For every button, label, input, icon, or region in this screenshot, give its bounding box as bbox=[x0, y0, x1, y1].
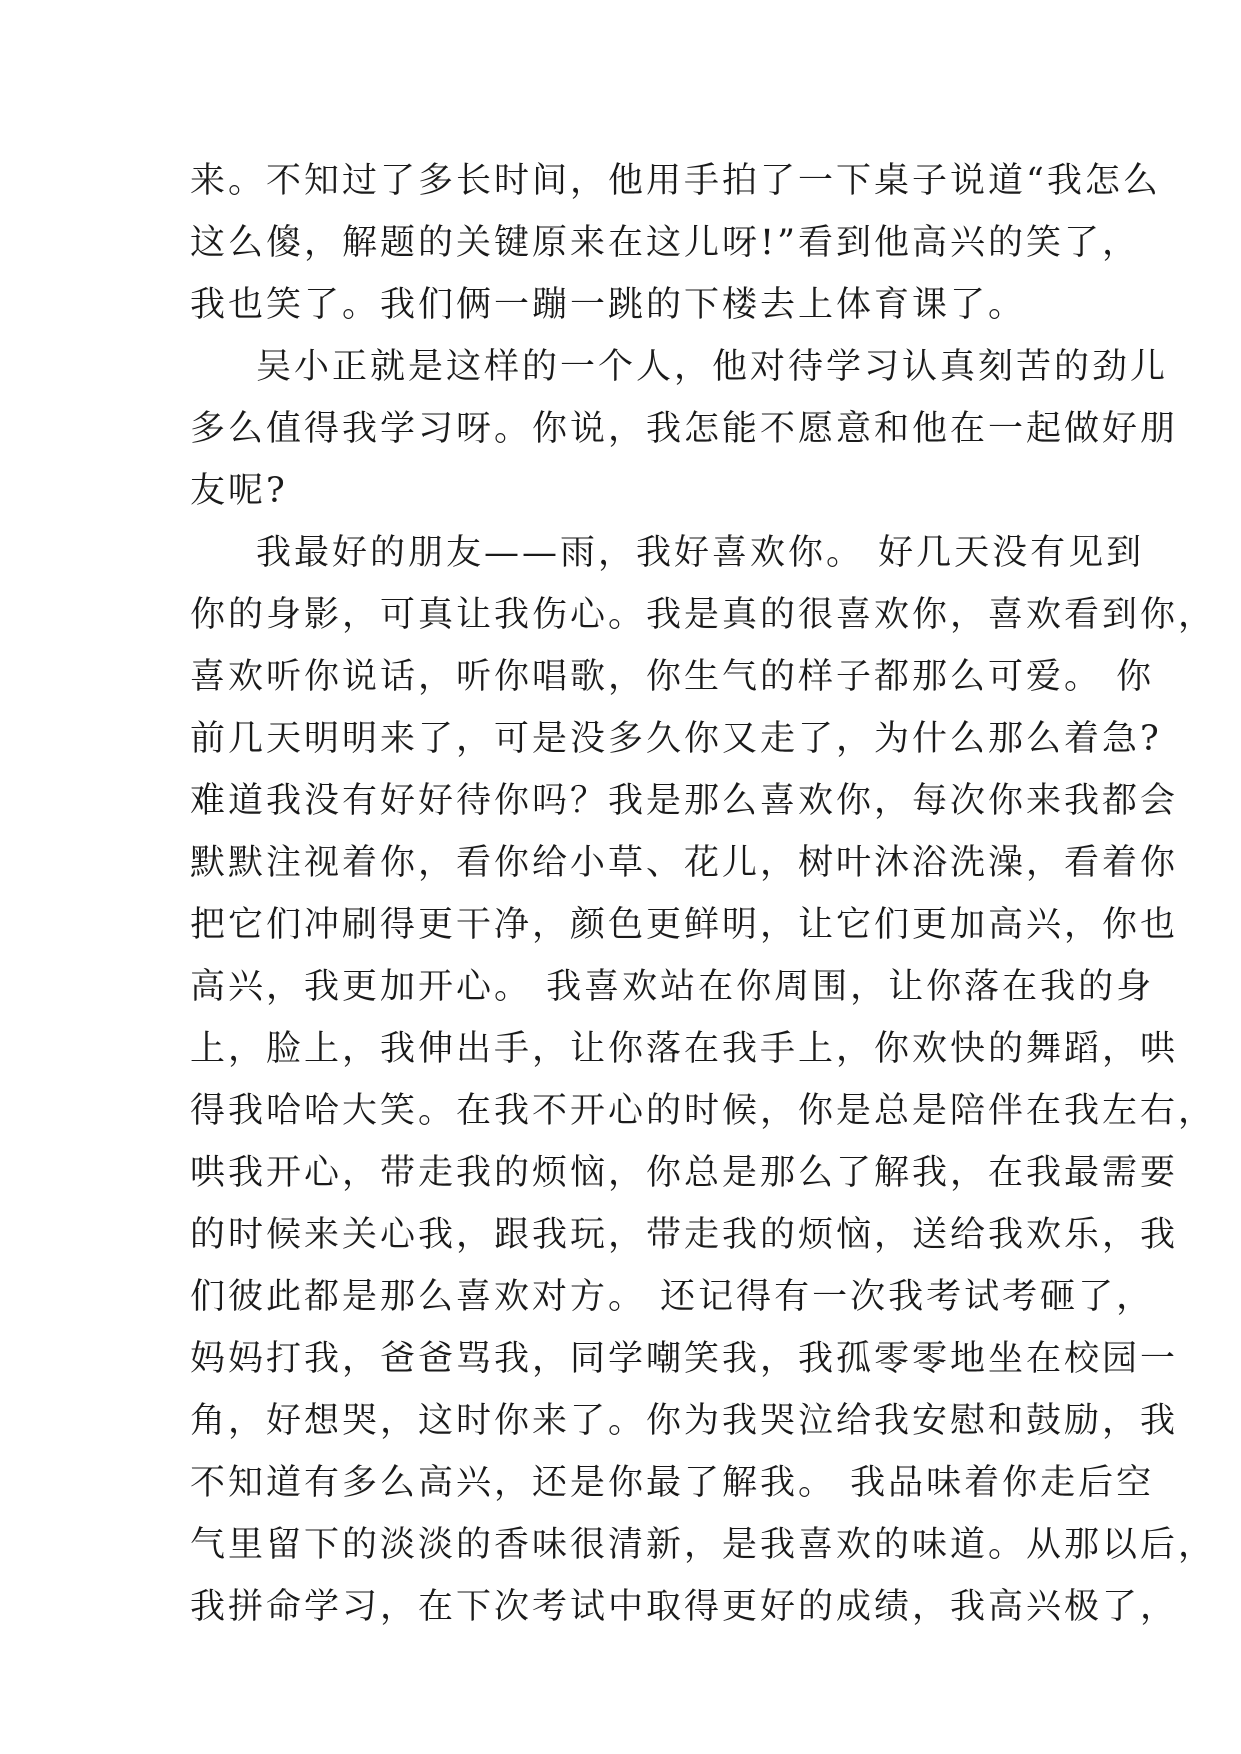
document-page bbox=[190, 150, 1217, 1638]
text-line-15: 上，脸上，我伸出手，让你落在我手上，你欢快的舞蹈，哄 bbox=[190, 1029, 1179, 1069]
text-line-1: 来。不知过了多长时间，他用手拍了一下桌子说道“我怎么 bbox=[190, 161, 1161, 201]
text-line-10: 前几天明明来了，可是没多久你又走了，为什么那么着急? bbox=[190, 719, 1162, 759]
text-line-6: 友呢? bbox=[190, 471, 288, 511]
text-line-9: 喜欢听你说话，听你唱歌，你生气的样子都那么可爱。 你 bbox=[190, 657, 1155, 697]
text-line-5: 多么值得我学习呀。你说，我怎能不愿意和他在一起做好朋 bbox=[190, 409, 1179, 449]
text-line-7: 我最好的朋友——雨，我好喜欢你。 好几天没有见到 bbox=[256, 533, 1145, 573]
text-line-16: 得我哈哈大笑。在我不开心的时候，你是总是陪伴在我左右， bbox=[190, 1091, 1217, 1131]
text-line-13: 把它们冲刷得更干净，颜色更鲜明，让它们更加高兴，你也 bbox=[190, 905, 1179, 945]
text-line-17: 哄我开心，带走我的烦恼，你总是那么了解我，在我最需要 bbox=[190, 1153, 1179, 1193]
text-line-21: 角，好想哭，这时你来了。你为我哭泣给我安慰和鼓励，我 bbox=[190, 1401, 1179, 1441]
text-line-18: 的时候来关心我，跟我玩，带走我的烦恼，送给我欢乐，我 bbox=[190, 1215, 1179, 1255]
text-line-20: 妈妈打我，爸爸骂我，同学嘲笑我，我孤零零地坐在校园一 bbox=[190, 1339, 1179, 1379]
text-line-11: 难道我没有好好待你吗？我是那么喜欢你，每次你来我都会 bbox=[190, 781, 1179, 821]
text-line-14: 高兴，我更加开心。 我喜欢站在你周围，让你落在我的身 bbox=[190, 967, 1155, 1007]
text-line-24: 我拼命学习，在下次考试中取得更好的成绩，我高兴极了， bbox=[190, 1587, 1179, 1627]
text-line-8: 你的身影，可真让我伤心。我是真的很喜欢你，喜欢看到你， bbox=[190, 595, 1217, 635]
text-line-19: 们彼此都是那么喜欢对方。 还记得有一次我考试考砸了， bbox=[190, 1277, 1155, 1317]
text-line-3: 我也笑了。我们俩一蹦一跳的下楼去上体育课了。 bbox=[190, 285, 1027, 325]
text-line-23: 气里留下的淡淡的香味很清新，是我喜欢的味道。从那以后， bbox=[190, 1525, 1217, 1565]
text-line-12: 默默注视着你，看你给小草、花儿，树叶沐浴洗澡，看着你 bbox=[190, 843, 1179, 883]
text-line-22: 不知道有多么高兴，还是你最了解我。 我品味着你走后空 bbox=[190, 1463, 1155, 1503]
text-line-2: 这么傻，解题的关键原来在这儿呀!”看到他高兴的笑了， bbox=[190, 223, 1140, 263]
text-line-4: 吴小正就是这样的一个人，他对待学习认真刻苦的劲儿 bbox=[256, 347, 1169, 387]
